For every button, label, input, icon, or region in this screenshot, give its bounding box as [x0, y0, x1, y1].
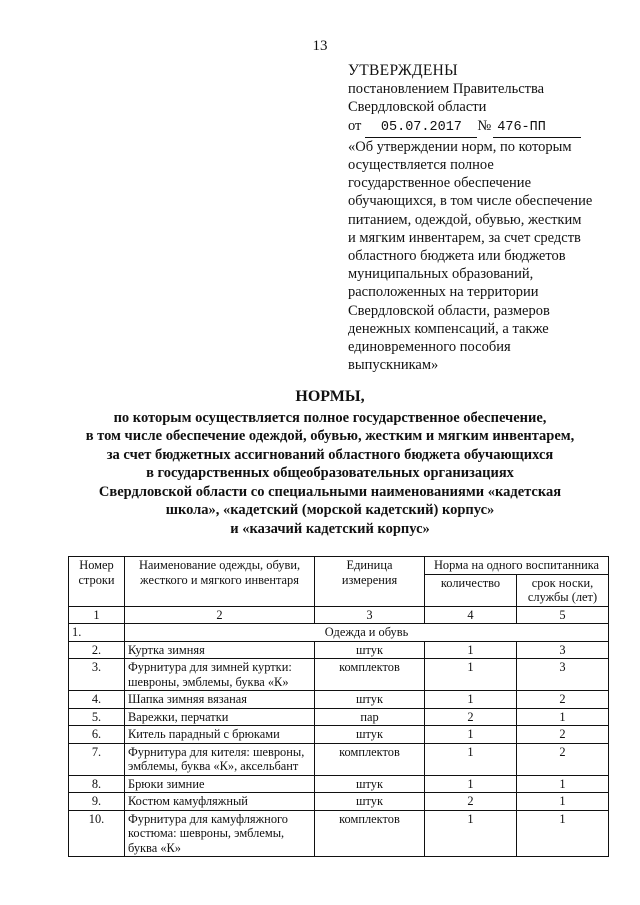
item-name: Фурнитура для зимней куртки: шевроны, эмблемы, буква «К»	[125, 659, 315, 691]
item-name: Куртка зимняя	[125, 641, 315, 659]
subject-line: областного бюджета или бюджетов	[348, 248, 566, 265]
row-number: 9.	[69, 793, 125, 811]
subject-line: денежных компенсаций, а также	[348, 320, 549, 337]
column-number: 5	[517, 606, 609, 624]
title-line: и «казачий кадетский корпус»	[230, 520, 430, 537]
header-quantity: количество	[425, 574, 517, 606]
item-unit: штук	[315, 793, 425, 811]
item-unit: штук	[315, 726, 425, 744]
subject-line: осуществляется полное	[348, 157, 494, 174]
item-unit: комплектов	[315, 659, 425, 691]
subject-line: питанием, одеждой, обувью, жестким	[348, 211, 582, 228]
row-number: 10.	[69, 810, 125, 857]
approval-date-line	[348, 117, 610, 138]
item-quantity: 2	[425, 793, 517, 811]
table-row	[69, 659, 609, 691]
header-item-name: Наименование одежды, обуви, жесткого и мягкого инвентаря	[125, 557, 315, 607]
subject-line: единовременного пособия	[348, 339, 511, 356]
title-line: в том числе обеспечение одеждой, обувью, жестким и мягким инвентарем,	[85, 428, 575, 444]
document-title	[60, 388, 600, 538]
table-row	[69, 743, 609, 775]
title-line: за счет бюджетных ассигнований областного бюджета обучающихся	[106, 446, 554, 463]
table-row	[69, 726, 609, 744]
subject-line: «Об утверждении норм, по которым	[348, 138, 572, 155]
header-unit: Единица измерения	[315, 557, 425, 607]
section-row	[69, 624, 609, 642]
item-name: Брюки зимние	[125, 775, 315, 793]
item-unit: комплектов	[315, 743, 425, 775]
item-name: Костюм камуфляжный	[125, 793, 315, 811]
item-term: 3	[517, 659, 609, 691]
table-row	[69, 793, 609, 811]
norms-table	[68, 556, 609, 857]
title-line: в государственных общеобразовательных организациях	[146, 465, 514, 481]
title-main: НОРМЫ,	[295, 388, 365, 405]
table-row	[69, 775, 609, 793]
item-name: Фурнитура для камуфляжного костюма: шевроны, эмблемы, буква «К»	[125, 810, 315, 857]
item-name: Шапка зимняя вязаная	[125, 691, 315, 709]
item-term: 1	[517, 775, 609, 793]
subject-line: расположенных на территории	[348, 284, 539, 301]
approval-title: УТВЕРЖДЕНЫ	[348, 62, 458, 79]
subject-line: и мягким инвентарем, за счет средств	[348, 229, 581, 246]
subject-line: Свердловской области, размеров	[348, 302, 550, 319]
page-number: 13	[312, 38, 328, 54]
row-number: 4.	[69, 691, 125, 709]
section-title: Одежда и обувь	[125, 624, 609, 642]
row-number: 8.	[69, 775, 125, 793]
section-number: 1.	[69, 624, 125, 642]
date-prefix: от	[348, 117, 362, 134]
subject-line: обучающихся, в том числе обеспечение	[348, 193, 593, 210]
item-quantity: 1	[425, 726, 517, 744]
row-number: 3.	[69, 659, 125, 691]
subject-line: муниципальных образований,	[348, 266, 534, 283]
header-term: срок носки, службы (лет)	[517, 574, 609, 606]
item-quantity: 1	[425, 743, 517, 775]
item-term: 1	[517, 793, 609, 811]
item-term: 2	[517, 691, 609, 709]
approval-date: 05.07.2017	[365, 119, 477, 138]
item-term: 1	[517, 708, 609, 726]
title-line: по которым осуществляется полное государственное обеспечение,	[113, 409, 547, 426]
item-name: Фурнитура для кителя: шевроны, эмблемы, буква «К», аксельбант	[125, 743, 315, 775]
table-header-row	[69, 557, 609, 575]
header-norm: Норма на одного воспитанника	[425, 557, 609, 575]
table-row	[69, 810, 609, 857]
item-quantity: 2	[425, 708, 517, 726]
column-number: 2	[125, 606, 315, 624]
item-unit: пар	[315, 708, 425, 726]
column-number: 4	[425, 606, 517, 624]
table-row	[69, 708, 609, 726]
row-number: 5.	[69, 708, 125, 726]
item-quantity: 1	[425, 775, 517, 793]
column-number: 1	[69, 606, 125, 624]
approval-subject	[348, 138, 610, 375]
item-unit: комплектов	[315, 810, 425, 857]
column-number: 3	[315, 606, 425, 624]
column-number-row	[69, 606, 609, 624]
number-prefix: №	[477, 117, 492, 134]
approval-block	[348, 62, 610, 374]
approval-region-line: Свердловской области	[348, 99, 487, 116]
item-name: Варежки, перчатки	[125, 708, 315, 726]
item-unit: штук	[315, 775, 425, 793]
title-line: Свердловской области со специальными наименованиями «кадетская	[98, 483, 562, 500]
item-term: 2	[517, 726, 609, 744]
title-line: школа», «кадетский (морской кадетский) корпус»	[165, 502, 495, 518]
subject-line: государственное обеспечение	[348, 175, 532, 192]
item-term: 2	[517, 743, 609, 775]
approval-number: 476-ПП	[493, 119, 581, 138]
item-name: Китель парадный с брюками	[125, 726, 315, 744]
item-quantity: 1	[425, 810, 517, 857]
row-number: 7.	[69, 743, 125, 775]
subject-line: выпускникам»	[348, 357, 439, 374]
item-quantity: 1	[425, 659, 517, 691]
header-row-number: Номер строки	[69, 557, 125, 607]
item-quantity: 1	[425, 691, 517, 709]
row-number: 2.	[69, 641, 125, 659]
item-quantity: 1	[425, 641, 517, 659]
table-row	[69, 691, 609, 709]
row-number: 6.	[69, 726, 125, 744]
item-unit: штук	[315, 641, 425, 659]
item-term: 3	[517, 641, 609, 659]
approval-decree-line: постановлением Правительства	[348, 81, 545, 98]
table-row	[69, 641, 609, 659]
item-term: 1	[517, 810, 609, 857]
item-unit: штук	[315, 691, 425, 709]
